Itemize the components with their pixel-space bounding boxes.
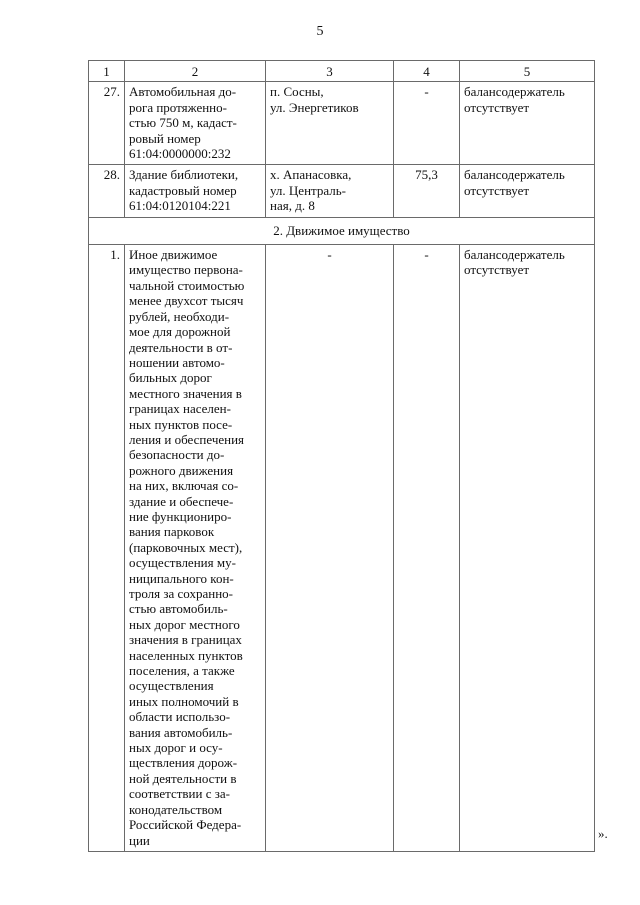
page-number: 5 — [316, 24, 324, 39]
property-area: 75,3 — [394, 165, 460, 217]
closing-quote: ». — [598, 826, 608, 841]
property-address: х. Апанасовка, ул. Централь- ная, д. 8 — [266, 165, 394, 217]
property-address: п. Сосны, ул. Энергетиков — [266, 82, 394, 165]
row-number: 28. — [89, 165, 125, 217]
row-number: 27. — [89, 82, 125, 165]
property-area: - — [394, 245, 460, 852]
header-cell-3: 3 — [266, 61, 394, 82]
property-register-table — [88, 60, 595, 852]
table-header-row — [89, 61, 595, 82]
header-cell-5: 5 — [460, 61, 595, 82]
table-row — [89, 82, 595, 165]
property-name: Иное движимое имущество первона- чальной стоимостью менее двухсот тысяч рублей, необходи- мое для дорожной деятельности в от- ношении автомо- бильных дорог местного значения в границах населен- ных пунктов посе- ления и обеспечения безопасности до- рожного движения на них, включая со- здание и обеспече- ние функциониро- вания парковок (парковочных мест), осуществления му- ниципального кон- троля за сохранно- стью автомобиль- ных дорог местного значения в границах населенных пунктов поселения, а также осуществления иных полномочий в области использо- вания автомобиль- ных дорог и осу- ществления дорож- ной деятельности в соответствии с за- конодательством Российской Федера- ции — [125, 245, 266, 852]
header-cell-1: 1 — [89, 61, 125, 82]
property-area: - — [394, 82, 460, 165]
section-title: 2. Движимое имущество — [89, 217, 595, 244]
property-name: Автомобильная до- рога протяженно- стью 750 м, кадаст- ровый номер 61:04:0000000:232 — [125, 82, 266, 165]
property-holder: балансодержатель отсутствует — [460, 165, 595, 217]
property-name: Здание библиотеки, кадастровый номер 61:04:0120104:221 — [125, 165, 266, 217]
header-cell-2: 2 — [125, 61, 266, 82]
property-holder: балансодержатель отсутствует — [460, 245, 595, 852]
property-holder: балансодержатель отсутствует — [460, 82, 595, 165]
header-cell-4: 4 — [394, 61, 460, 82]
row-number: 1. — [89, 245, 125, 852]
table-row — [89, 245, 595, 852]
property-address: - — [266, 245, 394, 852]
section-row — [89, 217, 595, 244]
table-row — [89, 165, 595, 217]
